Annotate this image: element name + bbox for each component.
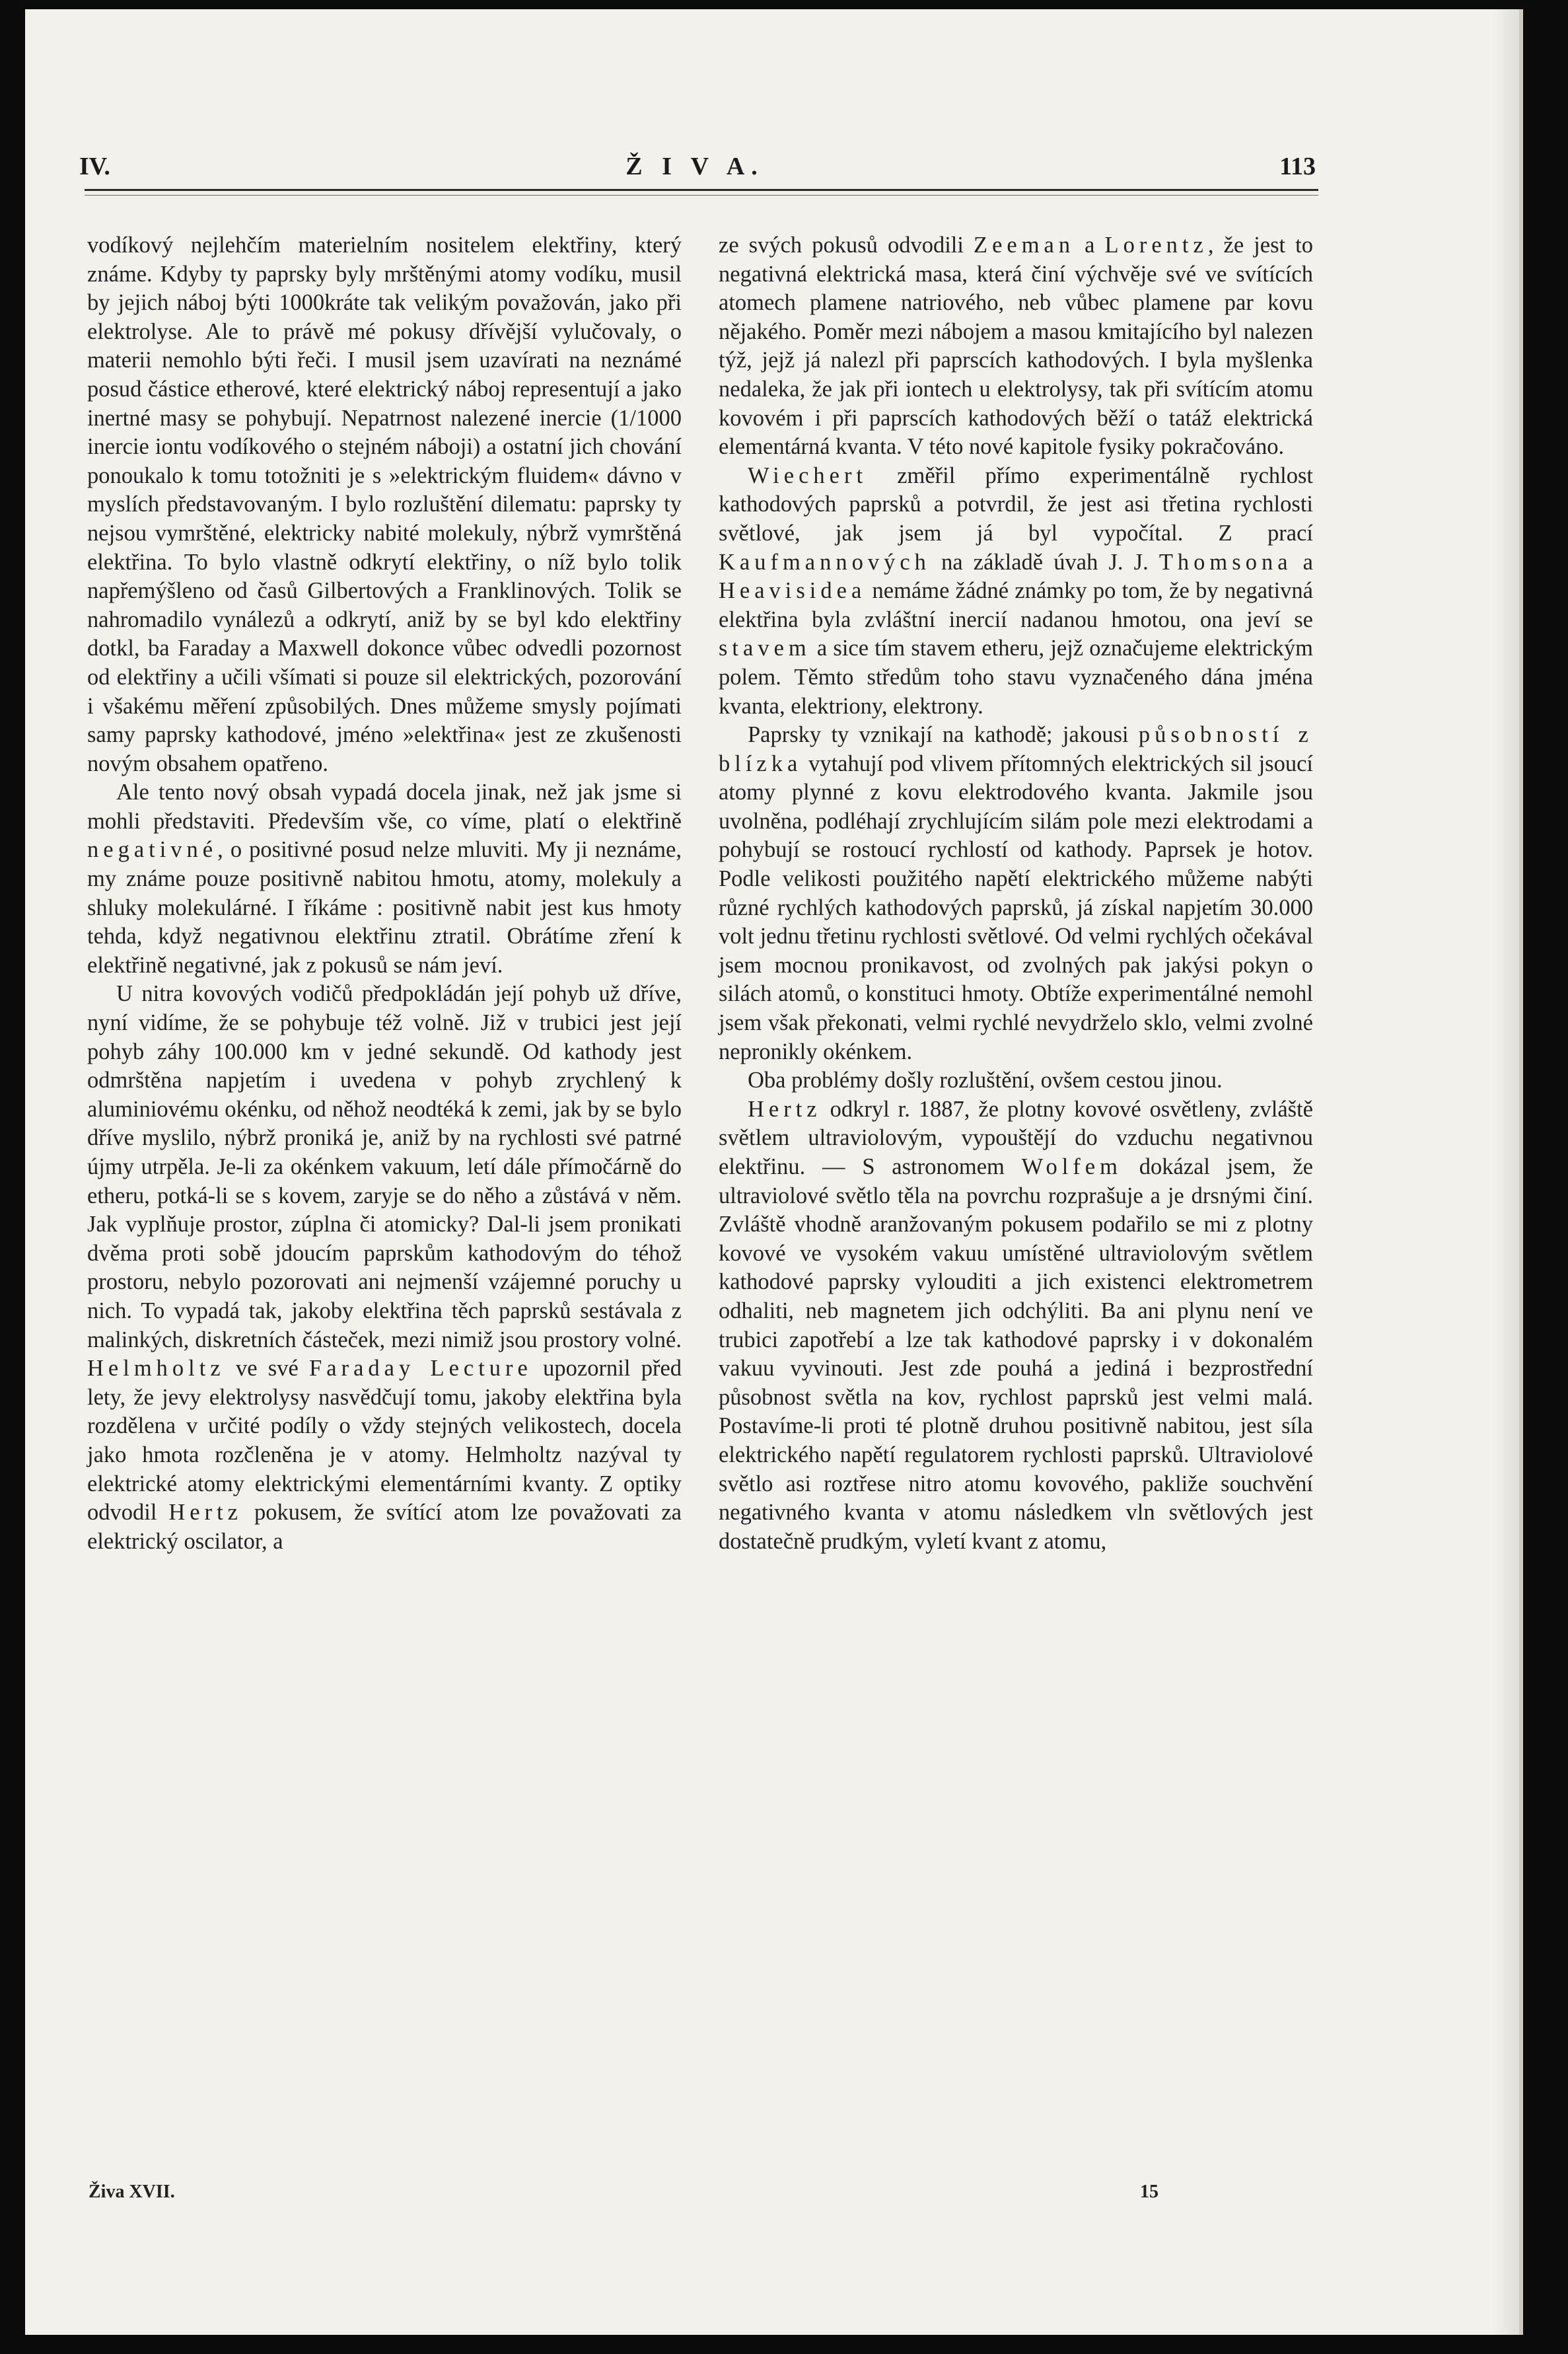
- paragraph: [719, 1066, 1313, 1095]
- paragraph: [719, 231, 1313, 462]
- spaced-emphasis-text: Thomsona: [1158, 549, 1293, 575]
- paragraph: [87, 231, 682, 778]
- paragraph: [719, 1095, 1313, 1557]
- paragraph-text: odkryl r. 1887, že plotny kovové osvětleny, zvláště světlem ultraviolovým, vypouštějí do vzduchu negativnou elektřinu. — S astronomem: [719, 1096, 1313, 1179]
- paragraph-text: U nitra kovových vodičů předpokládán její pohyb už dříve, nyní vidíme, že se pohybuje též volně. Již v trubici jest její pohyb záhy 100.000 km v jedné sekundě. Od kathody jest odmrštěna napjetím i uvedena v pohyb zrychlený k aluminiovému okénku, od něhož neodtéká k zemi, jak by se bylo dříve myslilo, nýbrž proniká je, aniž by na rychlosti své patrné újmy utrpěla. Je-li za okénkem vakuum, letí dále přímočárně do etheru, potká-li se s kovem, zaryje se do něho a zůstává v něm. Jak vyplňuje prostor, zúplna či atomicky? Dal-li jsem pronikati dvěma proti sobě jdoucím paprskům kathodovým do téhož prostoru, nebylo pozorovati ani nejmenší vzájemné poruchy u nich. To vypadá tak, jakoby elektřina těch paprsků sestávala z malinkých, diskretních částeček, mezi nimiž jsou prostory volné.: [87, 981, 682, 1352]
- header-rule-thick: [85, 189, 1318, 191]
- spaced-emphasis-text: negativné: [87, 837, 218, 863]
- paragraph: [87, 980, 682, 1556]
- paragraph: [719, 462, 1313, 721]
- header-rule-thin: [85, 195, 1318, 196]
- paragraph-text: Paprsky ty vznikají na kathodě; jakousi: [748, 722, 1139, 748]
- spaced-emphasis-text: Hertz: [168, 1500, 242, 1526]
- paragraph-text: a: [1292, 549, 1313, 575]
- left-text-column: [87, 231, 682, 1556]
- spaced-emphasis-text: Heavisidea: [719, 578, 867, 604]
- paragraph-text: vytahují pod vlivem přítomných elektrických sil jsoucí atomy plynné z kovu elektrodového kvanta. Jakmile jsou uvolněna, podléhají zrychlujícím silám pole mezi elektrodami a pohybují se rostoucí rychlostí od kathody. Paprsek je hotov. Podle velikosti použitého napětí elektrického můžeme nabýti různé rychlých kathodových paprsků, já získal napjetím 30.000 volt jednu třetinu rychlosti světlové. Od velmi rychlých očekával jsem mocnou pronikavost, od zvolných pak jakýsi pokyn o silách atomů, o konstituci hmoty. Obtíže experimentálné nemohl jsem však překonati, velmi rychlé nevydrželo sklo, velmi zvolné nepronikly okénkem.: [719, 751, 1313, 1064]
- spaced-emphasis-text: působností z blízka: [719, 722, 1313, 776]
- paragraph-text: ve své: [225, 1356, 310, 1381]
- paragraph-text: a: [1075, 233, 1105, 258]
- paragraph-text: dokázal jsem, že ultraviolové světlo těla na povrchu rozprašuje a je drsnými činí. Zvláště vhodně aranžovaným pokusem podařilo se mi z plotny kovové ve vysokém vakuu umístěné ultraviolovým světlem kathodové paprsky vylouditi a jich existenci elektrometrem odhaliti, neb magnetem jich odchýliti. Ba ani plynu není ve trubici zapotřebí a lze tak kathodové paprsky i v dokonalém vakuu vyvinouti. Jest zde pouhá a jediná i bezprostřední působnost světla na kov, rychlost paprsků jest velmi malá. Postavíme-li proti té plotně druhou positivně nabitou, jest síla elektrického napětí regulatorem rychlosti paprsků. Ultraviolové světlo asi roztřese nitro atomu kovového, pakliže souchvění negativného kvanta v atomu následkem vln světlových jest dostatečně prudkým, vyletí kvant z atomu,: [719, 1154, 1313, 1554]
- spaced-emphasis-text: Helmholtz: [87, 1356, 225, 1381]
- footer-sheet-number: 15: [1140, 2182, 1158, 2202]
- paragraph: [87, 778, 682, 980]
- spaced-emphasis-text: Wolfem: [1021, 1154, 1122, 1179]
- running-header: [74, 147, 1316, 186]
- right-text-column: [719, 231, 1313, 1556]
- spaced-emphasis-text: stavem: [719, 636, 811, 661]
- paragraph-text: Oba problémy došly rozluštění, ovšem cestou jinou.: [748, 1068, 1223, 1093]
- paragraph-text: a sice tím stavem etheru, jejž označujeme elektrickým polem. Těmto středům toho stavu vyznačeného dána jména kvanta, elektriony, elektrony.: [719, 636, 1313, 719]
- paragraph-text: vodíkový nejlehčím materielním nositelem elektřiny, který známe. Kdyby ty paprsky byly mrštěnými atomy vodíku, musil by jejich náboj býti 1000kráte tak velikým považován, jako při elektrolyse. Ale to právě mé pokusy dřívější vylučovaly, o materii nemohlo býti řeči. I musil jsem uzavírati na neznámé posud částice etherové, které elektrický náboj representují a jako inertné masy se pohybují. Nepatrnost nalezené inercie (1/1000 inercie iontu vodíkového o stejném náboji) a ostatní jich chování ponoukalo k tomu totožniti je s »elektrickým fluidem« dávno v myslích představovaným. I bylo rozluštění dilematu: paprsky ty nejsou vymrštěné, elektricky nabité molekuly, nýbrž vymrštěná elektřina. To bylo vlastně odkrytí elektřiny, o níž bylo tolik napřemýšleno od časů Gilbertových a Franklinových. Tolik se nahromadilo vynálezů a odkrytí, aniž by se byl kdo elektřiny dotkl, ba Faraday a Maxwell dokonce vůbec odvedli pozornost od elektřiny a učili všímati si pouze sil elektrických, pozorování i všakému měření způsobilých. Dnes můžeme smysly pojímati samy paprsky kathodové, jméno »elektřina« jest ze zkušenosti novým obsahem opatřeno.: [87, 233, 682, 776]
- paragraph-text: nemáme žádné známky po tom, že by negativná elektřina byla zvláštní inercií nadanou hmotou, ona jeví se: [719, 578, 1313, 632]
- paragraph-text: změřil přímo experimentálně rychlost kathodových paprsků a potvrdil, že jest asi třetina rychlosti světlové, jak jsem já byl vypočítal. Z prací: [719, 462, 1313, 546]
- paragraph-text: , o positivné posud nelze mluviti. My ji neznáme, my známe pouze positivně nabitou hmotu, atomy, molekuly a shluky molekulárné. I říkáme : positivně nabit jest kus hmoty tehda, když negativnou elektřinu ztratil. Obrátíme zření k elektřině negativné, jak z pokusů se nám jeví.: [87, 837, 682, 978]
- footer-signature: Živa XVII.: [89, 2182, 175, 2202]
- header-page-number: 113: [1279, 153, 1316, 180]
- paragraph-text: , že jest to negativná elektrická masa, která činí výchvěje své ve svítících atomech plamene natriového, neb vůbec plamene par kovu nějakého. Poměr mezi nábojem a masou kmitajícího byl nalezen týž, jejž já nalezl při paprscích kathodových. I byla myšlenka nedaleka, že jak při iontech u elektrolysy, tak při svítícím atomu kovovém i při paprscích kathodových běží o tatáž elektrická elementárná kvanta. V této nové kapitole fysiky pokračováno.: [719, 233, 1313, 460]
- spaced-emphasis-text: Faraday Lecture: [309, 1356, 532, 1381]
- spaced-emphasis-text: Zeeman: [974, 233, 1075, 258]
- paragraph-text: pokusem, že svítící atom lze považovati za elektrický oscilator, a: [87, 1500, 682, 1554]
- paragraph: [719, 721, 1313, 1066]
- header-journal-title: Ž I V A.: [625, 153, 764, 180]
- page-edge-shadow: [1493, 9, 1519, 2335]
- spaced-emphasis-text: Kaufmannových: [719, 549, 931, 575]
- paragraph-text: na základě úvah J. J.: [930, 549, 1159, 575]
- spaced-emphasis-text: Hertz: [748, 1096, 822, 1122]
- paragraph-text: ze svých pokusů odvodili: [719, 233, 974, 258]
- paragraph-text: Ale tento nový obsah vypadá docela jinak, než jak jsme si mohli představiti. Především vše, co víme, platí o elektřině: [87, 780, 682, 834]
- spaced-emphasis-text: Wiechert: [748, 462, 868, 488]
- header-volume: IV.: [79, 153, 110, 180]
- paragraph-text: upozornil před lety, že jevy elektrolysy nasvědčují tomu, jakoby elektřina byla rozdělena v určité podíly o vždy stejných velikostech, docela jako hmota rozčleněna je v atomy. Helmholtz nazýval ty elektrické atomy elektrickými elementárními kvanty. Z optiky odvodil: [87, 1356, 682, 1526]
- spaced-emphasis-text: Lorentz: [1104, 233, 1208, 258]
